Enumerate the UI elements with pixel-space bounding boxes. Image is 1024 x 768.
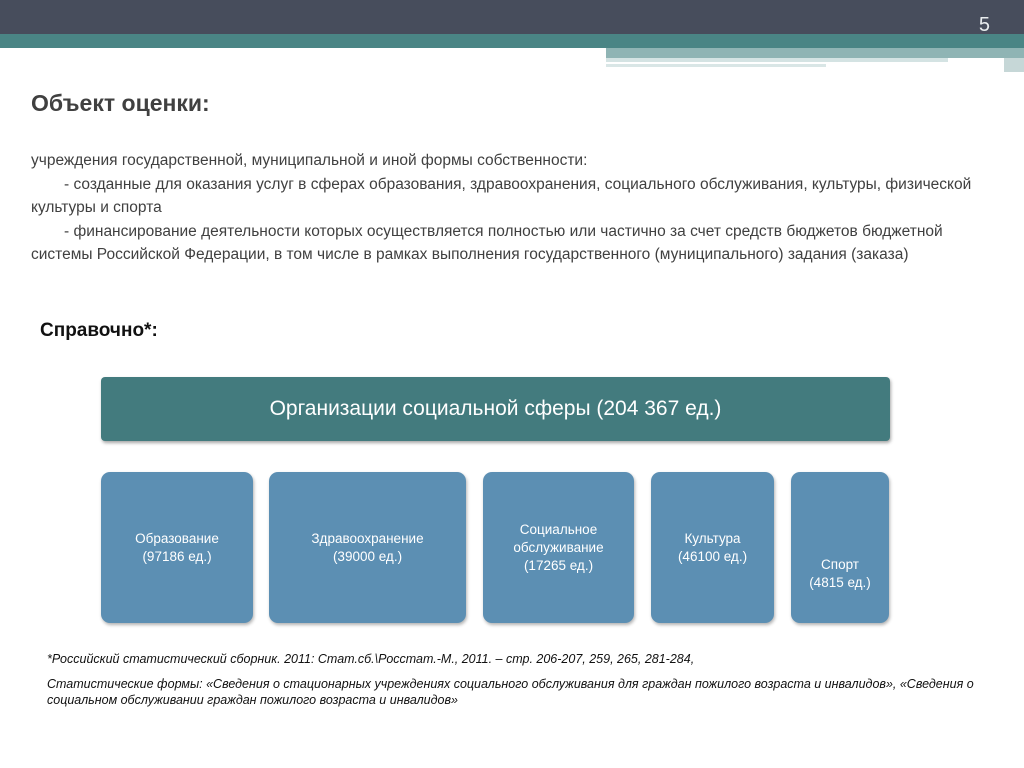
header-bar [0,0,1024,34]
category-name: Образование [135,530,219,546]
slide-number: 5 [978,14,990,36]
category-box-healthcare [269,472,466,623]
category-name-line1: Социальное [519,521,598,537]
body-bullet-financing: - финансирование деятельности которых осуществляется полностью или частично за счет средств бюджетов бюджетной системы Российской Федерации, в том числе в рамках выполнения государственного (муниципального) задания (заказа) [31,222,943,263]
category-box-education [101,472,253,623]
category-count: (39000 ед.) [332,548,403,564]
category-name: Культура [684,530,741,546]
category-name: Спорт [821,557,859,572]
category-count: (17265 ед.) [523,557,594,573]
accent-band-pale [606,58,948,62]
accent-band-corner [1004,58,1024,72]
accent-band-thin [606,64,826,67]
reference-label: Справочно*: [40,320,158,341]
slide-title: Объект оценки: [31,90,210,116]
category-box-social-services [483,472,634,623]
diagram-main-box [101,377,890,441]
body-bullet-services: - созданные для оказания услуг в сферах образования, здравоохранения, социального обслуживания, культуры, физической культуры и спорта [31,175,972,216]
category-count: (4815 ед.) [809,575,871,590]
category-box-culture [651,472,774,623]
category-count: (46100 ед.) [677,548,748,564]
footnote-forms: Статистические формы: «Сведения о стационарных учреждениях социального обслуживания для граждан пожилого возраста и инвалидов», «Сведения о социальном обслуживании граждан пожилого возраста и инвалидов» [47,677,974,707]
category-name-line2: обслуживание [513,539,604,555]
footnote-source: *Российский статистический сборник. 2011: Стат.сб.\Росстат.-М., 2011. – стр. 206-207, 259, 265, 281-284, [47,652,695,666]
category-name: Здравоохранение [311,530,424,546]
body-intro: учреждения государственной, муниципальной и иной формы собственности: [31,152,588,169]
accent-band [0,34,1024,48]
accent-band-light [606,48,1024,58]
category-box-sport [791,472,889,623]
body-text [31,149,981,267]
category-count: (97186 ед.) [142,548,212,564]
diagram-main-label: Организации социальной сферы (204 367 ед.) [269,397,722,420]
